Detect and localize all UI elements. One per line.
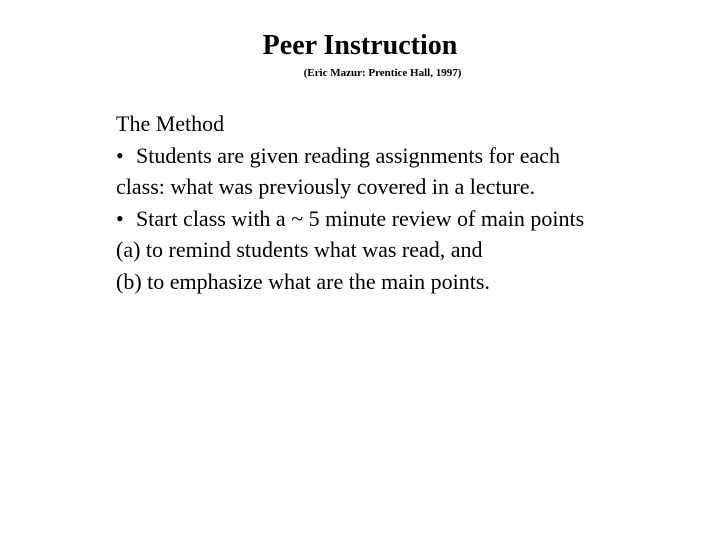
sub-item: (b) to emphasize what are the main points. [116,268,490,294]
section-heading: The Method [116,111,225,136]
bullet-text: Students are given reading assignments for each [136,142,560,168]
bullet-marker: • [116,205,124,231]
bullet-item [116,203,676,235]
bullet-item [116,140,676,172]
bullet-marker: • [116,142,124,168]
slide-body [116,108,676,297]
slide-title: Peer Instruction [262,30,458,61]
bullet-text: Start class with a ~ 5 minute review of main points [136,205,585,231]
bullet-text-continued: class: what was previously covered in a lecture. [116,174,536,199]
sub-item: (a) to remind students what was read, and [116,237,483,262]
slide-subtitle: (Eric Mazur: Prentice Hall, 1997) [303,67,462,79]
